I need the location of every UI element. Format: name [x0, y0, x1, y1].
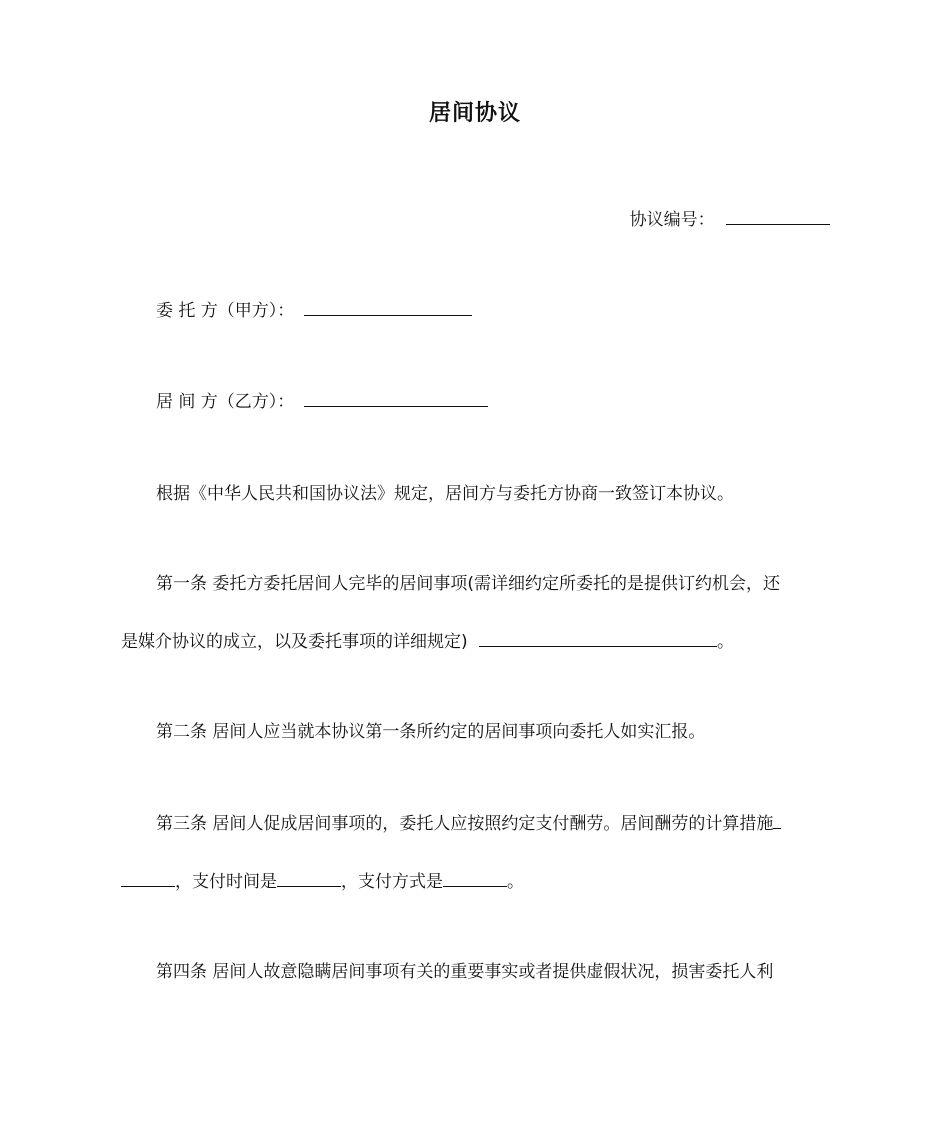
document-title: 居间协议	[428, 101, 521, 126]
article-1-end: 。	[717, 632, 735, 652]
agreement-number-row	[630, 208, 830, 232]
article-3-line-1	[156, 812, 781, 836]
party-b-row	[156, 390, 488, 414]
agreement-number-label: 协议编号：	[629, 210, 715, 230]
article-3-pay-method-label: ，支付方式是	[341, 872, 443, 892]
article-1-line-1: 第一条 委托方委托居间人完毕的居间事项(需详细约定所委托的是提供订约机会，还	[156, 574, 781, 594]
party-b-label: 居 间 方（乙方）：	[156, 392, 295, 412]
party-b-blank[interactable]	[304, 390, 488, 407]
article-3-method-blank[interactable]	[121, 870, 175, 887]
preamble-paragraph: 根据《中华人民共和国协议法》规定，居间方与委托方协商一致签订本协议。	[156, 484, 734, 504]
article-3-end: 。	[507, 872, 524, 892]
article-3-pay-method-blank[interactable]	[443, 870, 507, 887]
article-3-method-blank-start[interactable]	[773, 812, 781, 829]
party-a-row	[156, 299, 472, 323]
article-1-text: 是媒介协议的成立，以及委托事项的详细规定)	[121, 632, 468, 652]
article-4-line-1: 第四条 居间人故意隐瞒居间事项有关的重要事实或者提供虚假状况，损害委托人利	[156, 962, 774, 982]
article-3-pay-time-label: ，支付时间是	[175, 872, 277, 892]
party-a-label: 委 托 方（甲方）：	[156, 301, 295, 321]
article-3-text: 第三条 居间人促成居间事项的，委托人应按照约定支付酬劳。居间酬劳的计算措施	[156, 814, 774, 834]
party-a-blank[interactable]	[304, 299, 472, 316]
article-1-line-2	[121, 630, 734, 654]
article-3-pay-time-blank[interactable]	[277, 870, 341, 887]
article-3-line-2	[121, 870, 524, 894]
agreement-number-blank[interactable]	[726, 208, 830, 225]
article-1-blank[interactable]	[479, 630, 717, 647]
article-2-paragraph: 第二条 居间人应当就本协议第一条所约定的居间事项向委托人如实汇报。	[156, 722, 706, 742]
